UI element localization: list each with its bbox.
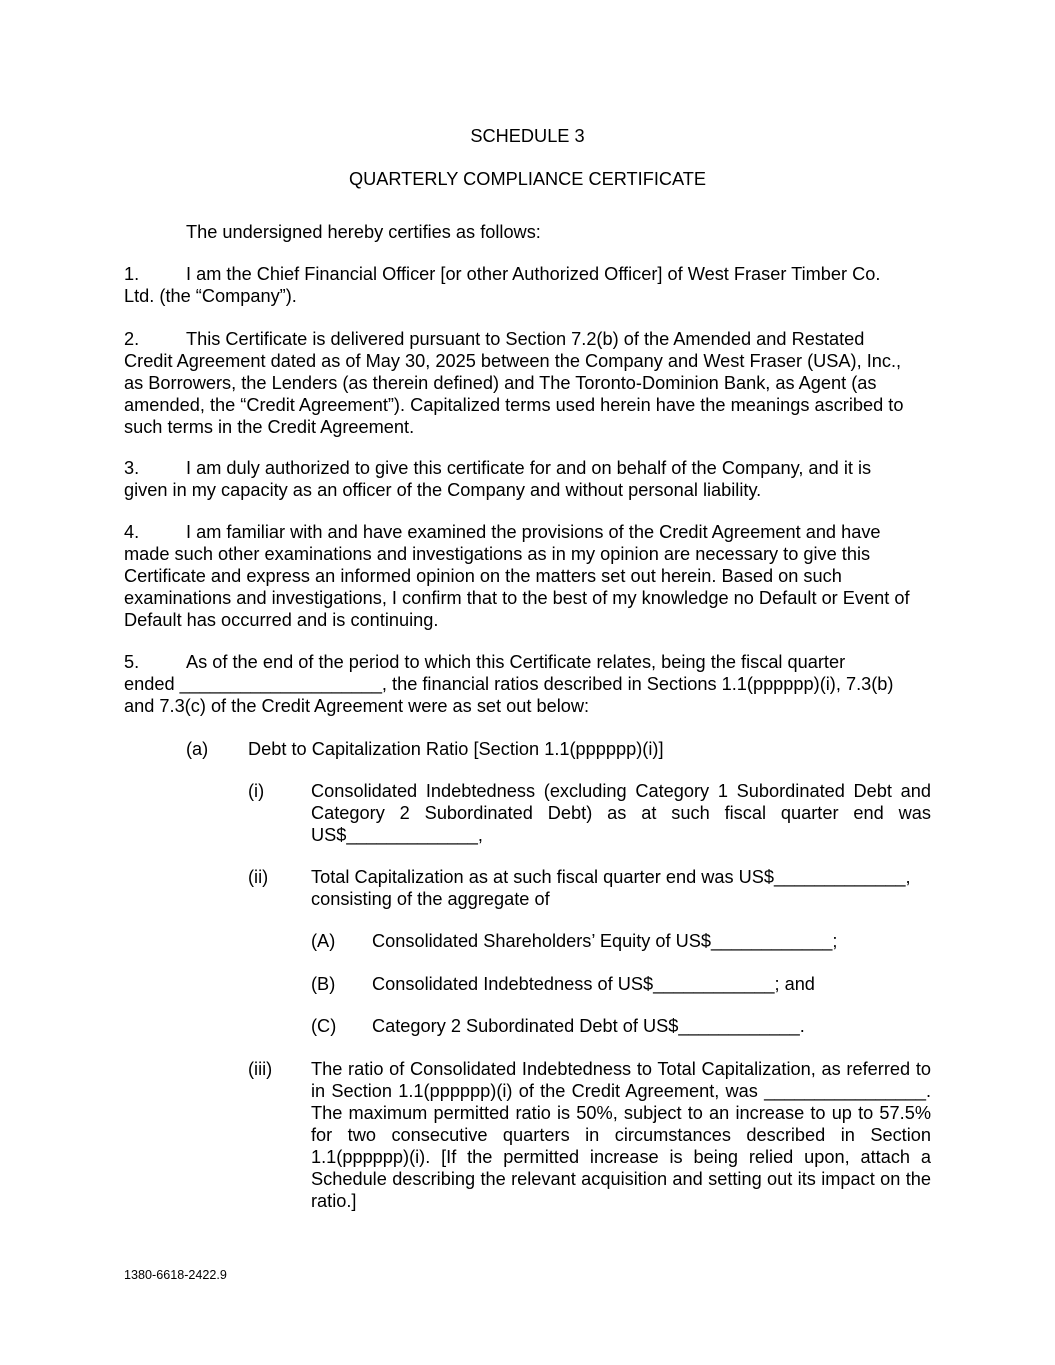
paragraph-first-line: I am familiar with and have examined the provisions of the Credit Agreement and have — [186, 522, 881, 542]
paragraph-body: made such other examinations and investigations as in my opinion are necessary to give this Certificate and express an informed opinion on the matters set out herein. Based on such examinations and investigations, I confirm that to the best of my knowledge no Default or Event of Default has occurred and is continuing. — [124, 544, 910, 630]
document-id-footer: 1380-6618-2422.9 — [124, 1268, 227, 1282]
section-a-label: (a) — [186, 739, 209, 759]
item-label: (i) — [248, 781, 265, 801]
paragraph-body: ended ____________________, the financial ratios described in Sections 1.1(pppppp)(i), 7.3(b) and 7.3(c) of the Credit Agreement were as set out below: — [124, 674, 894, 716]
subitem-text: Consolidated Shareholders’ Equity of US$____________; — [372, 931, 838, 951]
intro-text: The undersigned hereby certifies as follows: — [186, 222, 541, 242]
paragraph-5 — [124, 651, 924, 717]
paragraph-1 — [124, 263, 924, 307]
item-text: The ratio of Consolidated Indebtedness to Total Capitalization, as referred to in Section 1.1(pppppp)(i) of the Credit Agreement, was ________________. The maximum permitted ratio is 50%, subject to an increase to up to 57.5% for two consecutive quarters in circumstances described in Section 1.1(pppppp)(i). [If the permitted increase is being relied upon, attach a Schedule describing the relevant acquisition and setting out its impact on the ratio.] — [311, 1059, 931, 1211]
paragraph-3 — [124, 457, 924, 501]
subitem-label: (B) — [311, 974, 336, 994]
subitem-text: Category 2 Subordinated Debt of US$____________. — [372, 1016, 805, 1036]
subitem-text: Consolidated Indebtedness of US$____________; and — [372, 974, 815, 994]
paragraph-first-line: I am duly authorized to give this certificate for and on behalf of the Company, and it is — [186, 458, 872, 478]
item-label: (ii) — [248, 867, 269, 887]
paragraph-number: 1. — [124, 264, 140, 284]
paragraph-number: 3. — [124, 458, 140, 478]
paragraph-body: Credit Agreement dated as of May 30, 2025 between the Company and West Fraser (USA), Inc., as Borrowers, the Lenders (as therein defined) and The Toronto-Dominion Bank, as Agent (as amended, the “Credit Agreement”). Capitalized terms used herein have the meanings ascribed to such terms in the Credit Agreement. — [124, 351, 904, 437]
subitem-label: (C) — [311, 1016, 337, 1036]
certificate-title: QUARTERLY COMPLIANCE CERTIFICATE — [348, 169, 707, 189]
paragraph-first-line: I am the Chief Financial Officer [or other Authorized Officer] of West Fraser Timber Co. — [186, 264, 881, 284]
paragraph-4 — [124, 521, 924, 631]
item-text: Total Capitalization as at such fiscal quarter end was US$_____________, consisting of the aggregate of — [311, 867, 911, 909]
paragraph-body: Ltd. (the “Company”). — [124, 286, 297, 306]
paragraph-number: 2. — [124, 329, 140, 349]
paragraph-first-line: As of the end of the period to which this Certificate relates, being the fiscal quarter — [186, 652, 846, 672]
paragraph-number: 5. — [124, 652, 140, 672]
subitem-label: (A) — [311, 931, 336, 951]
schedule-title: SCHEDULE 3 — [470, 126, 585, 146]
paragraph-body: given in my capacity as an officer of the Company and without personal liability. — [124, 480, 762, 500]
item-text: Consolidated Indebtedness (excluding Category 1 Subordinated Debt and Category 2 Subordinated Debt) as at such fiscal quarter end was US$_____________, — [311, 781, 931, 845]
paragraph-number: 4. — [124, 522, 140, 542]
paragraph-2 — [124, 328, 924, 438]
paragraph-first-line: This Certificate is delivered pursuant to Section 7.2(b) of the Amended and Restated — [186, 329, 865, 349]
section-a-heading: Debt to Capitalization Ratio [Section 1.1(pppppp)(i)] — [248, 739, 664, 759]
item-label: (iii) — [248, 1059, 273, 1079]
